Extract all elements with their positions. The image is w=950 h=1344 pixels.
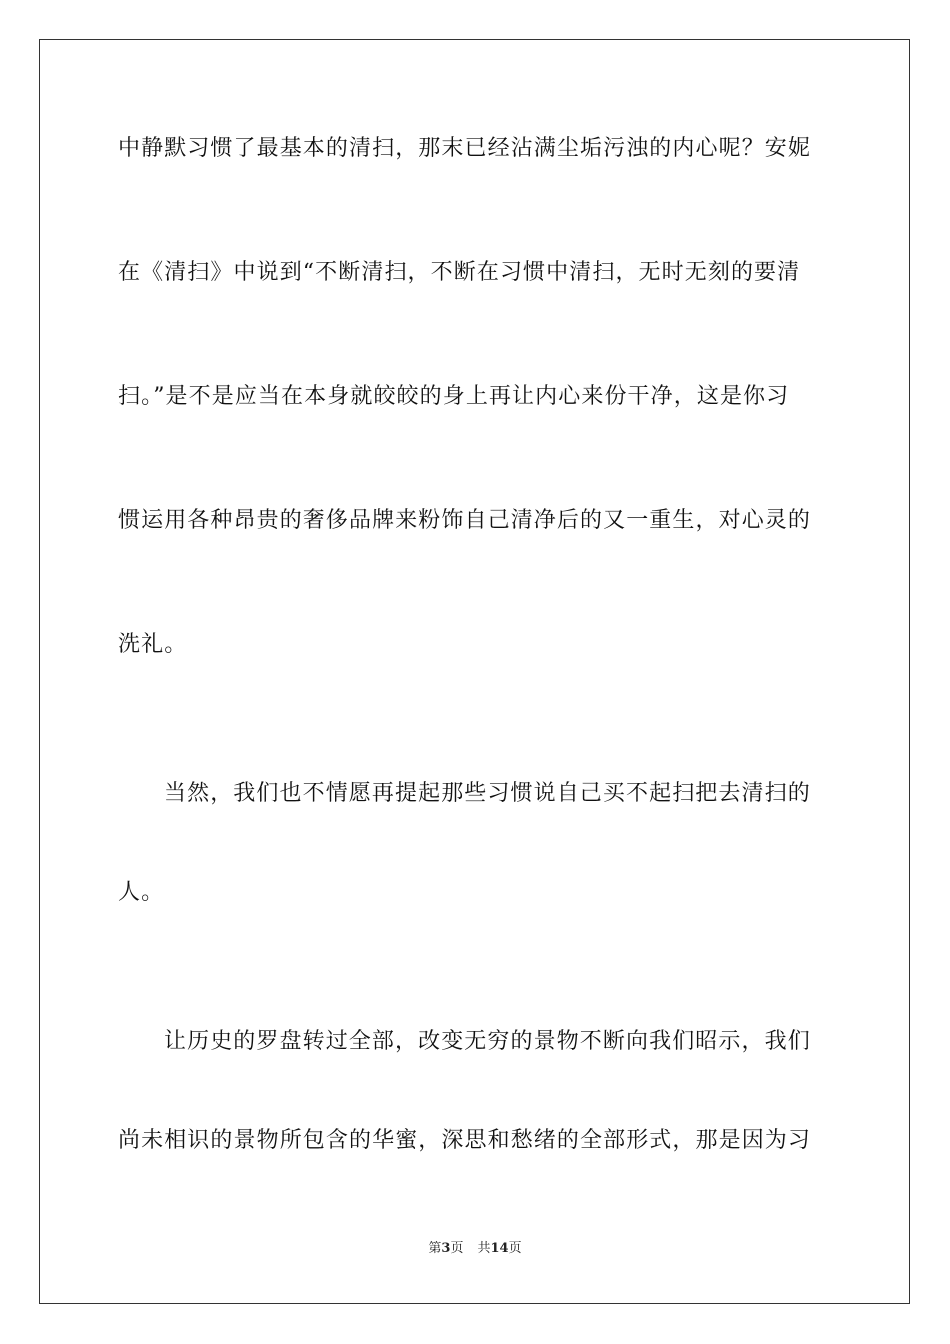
footer-total-suffix: 页 [508, 1241, 522, 1256]
text-line: 在《清扫》中说到“不断清扫，不断在习惯中清扫，无时无刻的要清 [118, 260, 801, 285]
footer-total-prefix: 共 [477, 1241, 491, 1256]
text-line: 惯运用各种昂贵的奢侈品牌来粉饰自己清净后的又一重生，对心灵的 [118, 508, 812, 533]
text-line: 人。 [118, 880, 165, 905]
text-line: 尚未相识的景物所包含的华蜜，深思和愁绪的全部形式，那是因为习 [118, 1128, 812, 1153]
footer-current-page: 3 [441, 1241, 451, 1256]
text-line: 洗礼。 [118, 632, 188, 657]
footer-page-suffix: 页 [450, 1241, 464, 1256]
paragraph-first-line: 让历史的罗盘转过全部，改变无穷的景物不断向我们昭示，我们 [164, 1029, 811, 1054]
page-border [39, 39, 910, 1304]
footer-page-prefix: 第 [428, 1241, 442, 1256]
paragraph-first-line: 当然，我们也不情愿再提起那些习惯说自己买不起扫把去清扫的 [164, 781, 811, 806]
footer-total-pages: 14 [490, 1241, 509, 1256]
page-footer [0, 1240, 950, 1258]
text-line: 扫。”是不是应当在本身就皎皎的身上再让内心来份干净，这是你习 [118, 384, 790, 409]
text-line: 中静默习惯了最基本的清扫，那末已经沾满尘垢污浊的内心呢？安妮 [118, 136, 812, 161]
